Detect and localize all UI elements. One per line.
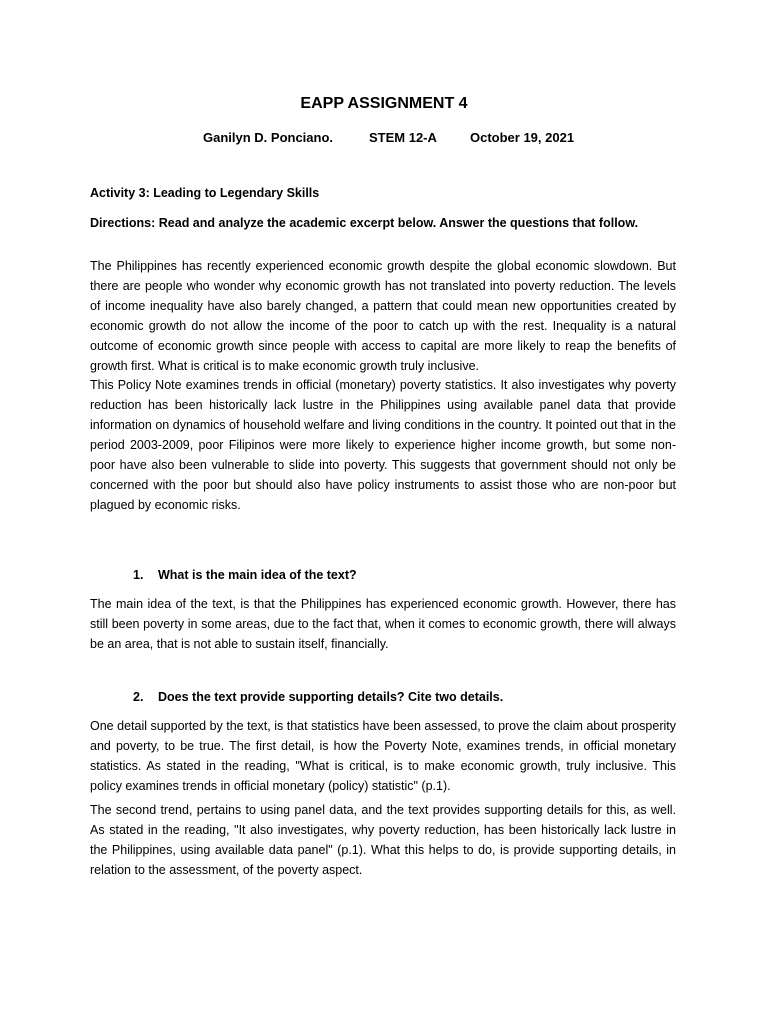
- question-1: [133, 568, 357, 582]
- answer-paragraph: The main idea of the text, is that the Philippines has experienced economic growth. However, there has still been poverty in some areas, due to the fact that, when it comes to economic growth, there will always be an area, that is not able to sustain itself, financially.: [90, 597, 676, 651]
- submission-date: October 19, 2021: [470, 130, 575, 145]
- document-title: EAPP ASSIGNMENT 4: [300, 95, 468, 112]
- author-name: Ganilyn D. Ponciano.: [203, 130, 334, 145]
- excerpt-paragraph: This Policy Note examines trends in official (monetary) poverty statistics. It also investigates why poverty reduction has been historically lack lustre in the Philippines using available panel data that provide information on dynamics of household welfare and living conditions in the country. It pointed out that in the period 2003-2009, poor Filipinos were more likely to experience higher income growth, but some non-poor have also been vulnerable to slide into poverty. This suggests that government should not only be concerned with the poor but should also have policy instruments to assist those who are non-poor but plagued by economic risks.: [90, 378, 676, 512]
- question-number: 2.: [133, 690, 144, 704]
- directions-text: Directions: Read and analyze the academic excerpt below. Answer the questions that follow.: [90, 216, 639, 230]
- class-section: STEM 12-A: [369, 130, 437, 145]
- answer-paragraph: The second trend, pertains to using panel data, and the text provides supporting details for this, as well. As stated in the reading, "It also investigates, why poverty reduction, has been historically lack lustre in the Philippines, using available data panel" (p.1). What this helps to do, is provide supporting details, in relation to the assessment, of the poverty aspect.: [90, 803, 676, 877]
- question-number: 1.: [133, 568, 144, 582]
- question-text: What is the main idea of the text?: [158, 568, 357, 582]
- answer-paragraph: One detail supported by the text, is that statistics have been assessed, to prove the claim about prosperity and poverty, to be true. The first detail, is how the Poverty Note, examines trends, in official monetary statistics. As stated in the reading, "What is critical, is to make economic growth, truly inclusive. This policy examines trends in official monetary (policy) statistic" (p.1).: [90, 719, 676, 793]
- question-text: Does the text provide supporting details? Cite two details.: [158, 690, 504, 704]
- question-2: [133, 690, 503, 704]
- activity-heading: Activity 3: Leading to Legendary Skills: [90, 186, 320, 200]
- excerpt-paragraph: The Philippines has recently experienced economic growth despite the global economic slowdown. But there are people who wonder why economic growth has not translated into poverty reduction. The levels of income inequality have also barely changed, a pattern that could mean new opportunities created by economic growth do not allow the income of the poor to catch up with the rest. Inequality is a natural outcome of economic growth since people with access to capital are more likely to reap the benefits of growth first. What is critical is to make economic growth truly inclusive.: [90, 259, 676, 373]
